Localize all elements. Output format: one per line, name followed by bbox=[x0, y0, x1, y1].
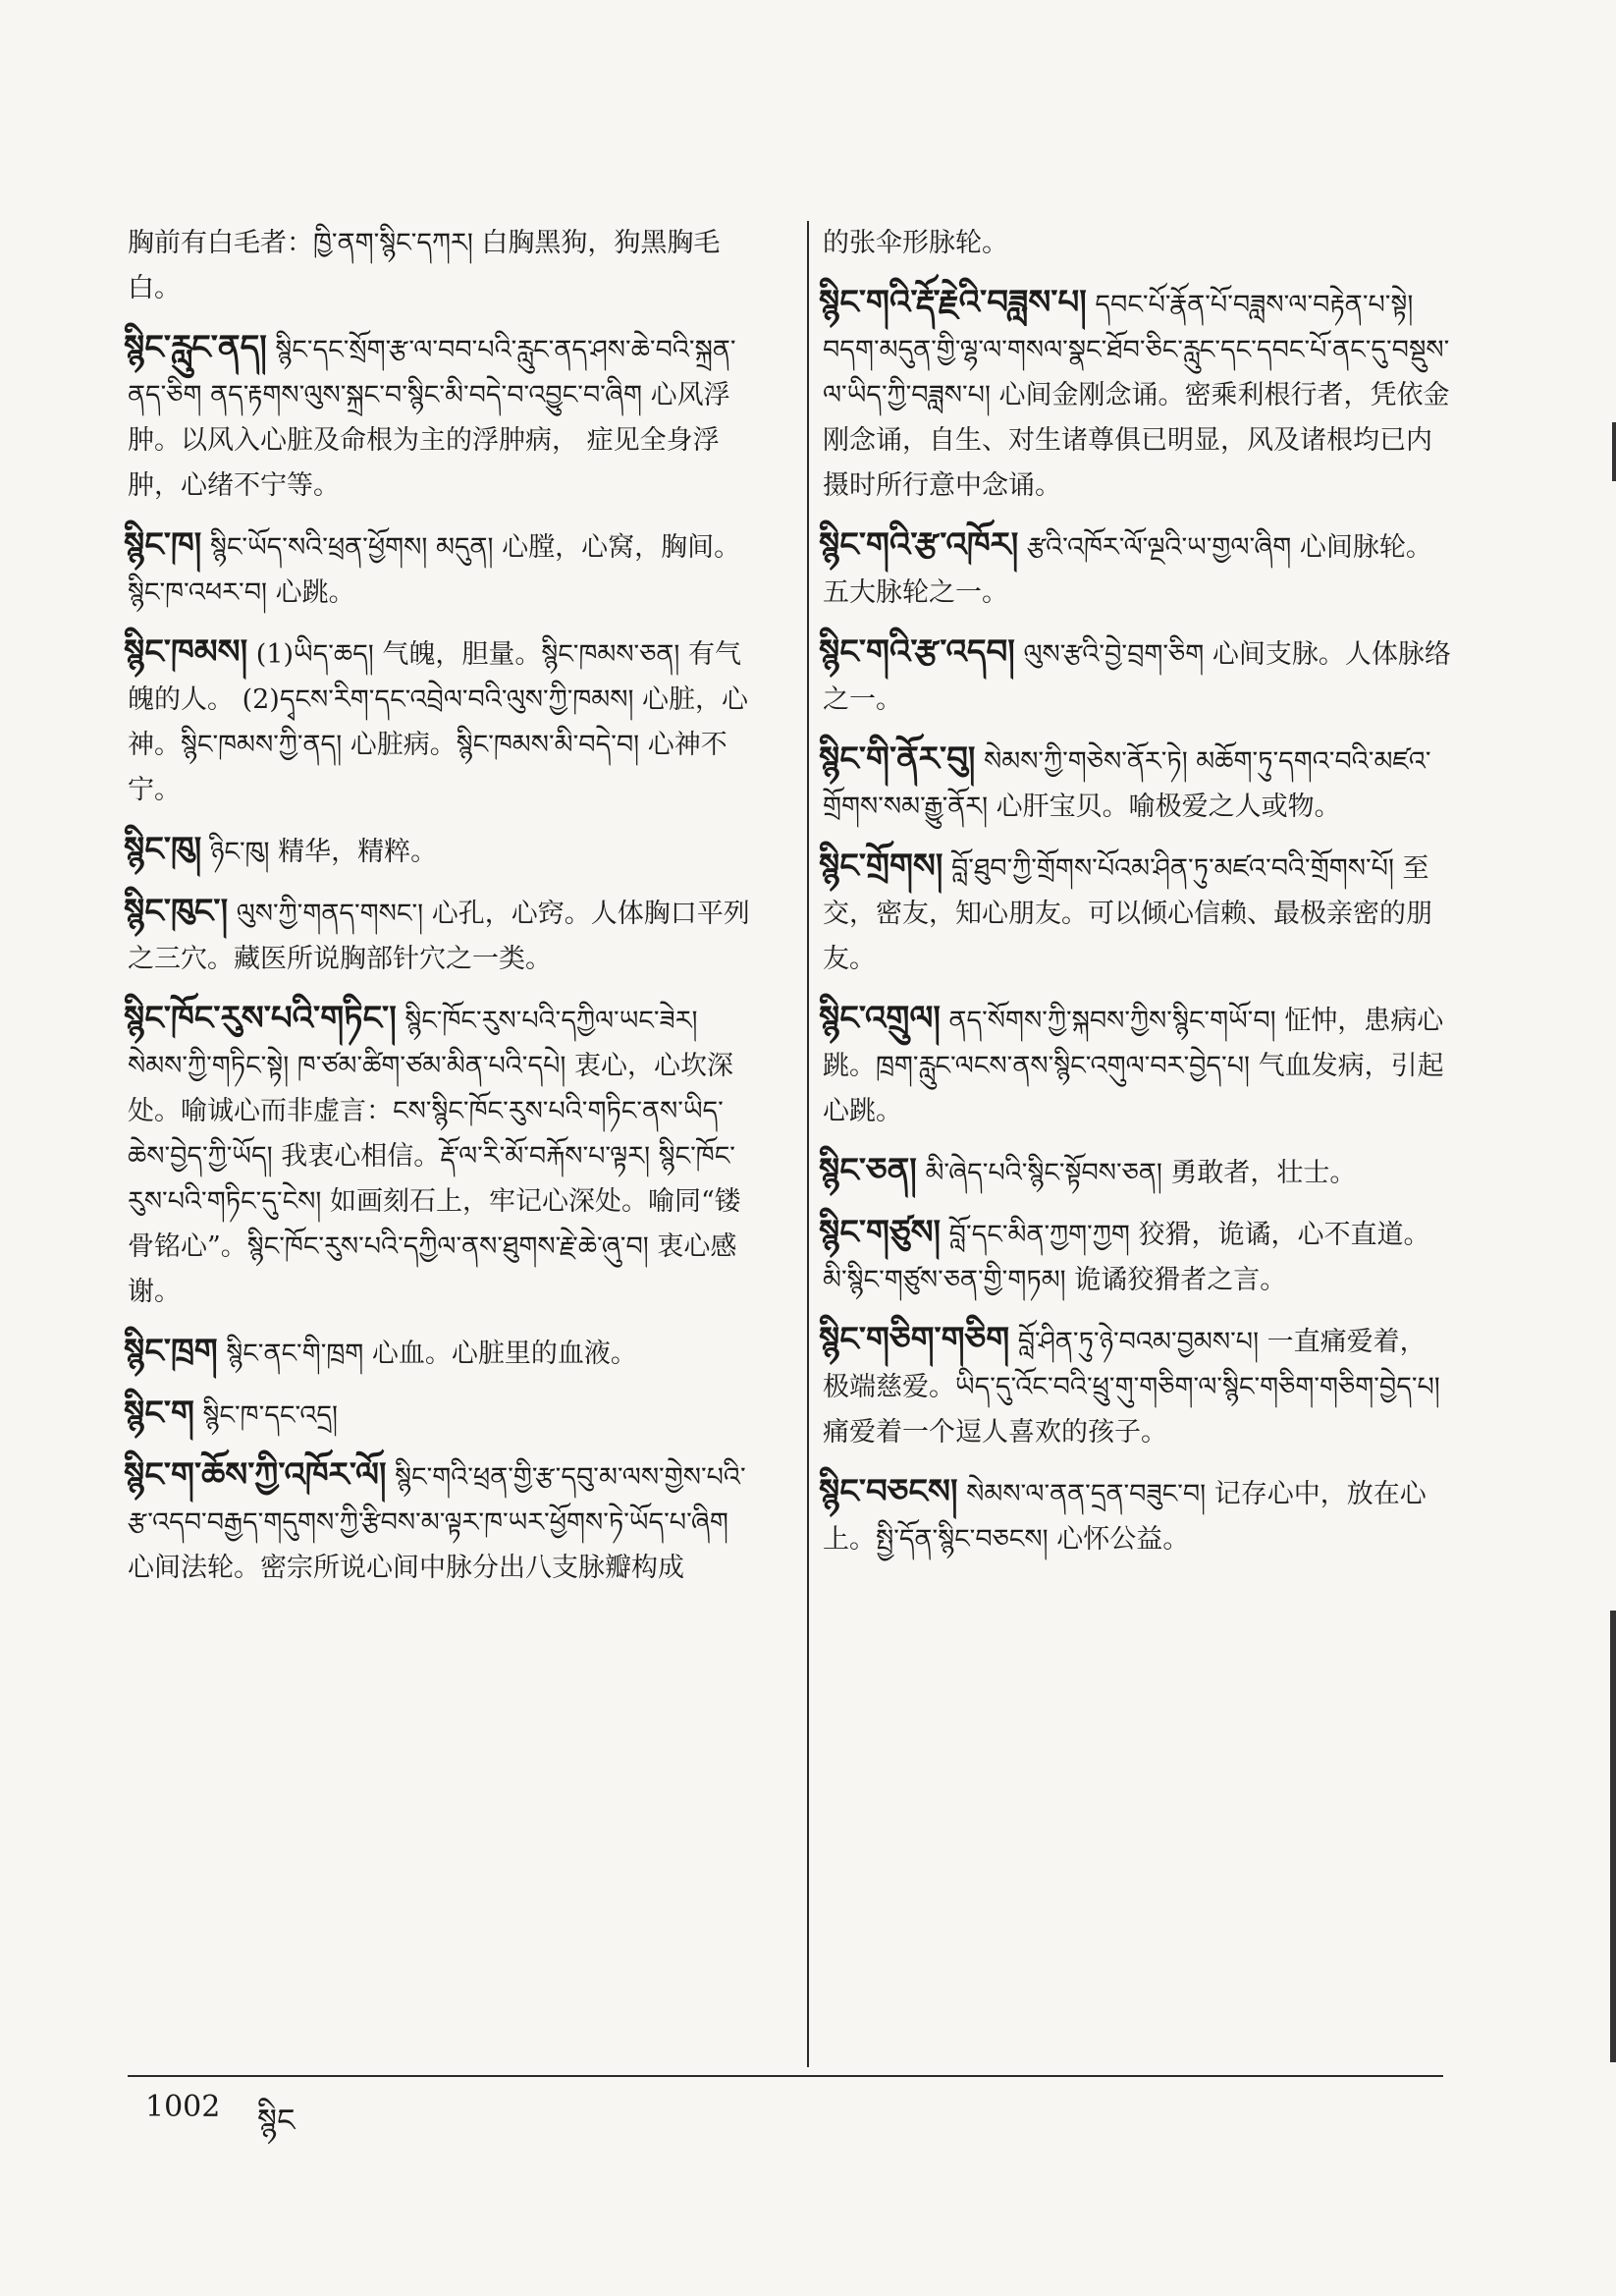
dictionary-entry bbox=[124, 522, 756, 616]
entry-text: སྙིང་གའི་ཕྲན་གྱི་རྩ་དབུ་མ་ལས་གྱེས་པའི་རྩ་འདབ་བརྒྱད་གདུགས་ཀྱི་རྩིབས་མ་ལྟར་ཁ་ཡར་ཕྱོགས་ཏེ་ཡོད་པ་ཞིག 心间法轮。密宗所说心间中脉分出八支脉瓣构成 bbox=[128, 1462, 746, 1583]
entry-text: སྙིང་ཁ་དང་འདྲ། bbox=[202, 1400, 338, 1431]
headword: སྙིང་གའི་རྡོ་རྗེའི་བཟླས་པ། bbox=[819, 283, 1087, 322]
dictionary-entry bbox=[819, 737, 1451, 830]
headword: སྙིང་གའི་རྩ་འཁོར། bbox=[819, 525, 1019, 565]
headword: སྙིང་རླུང་ནད། bbox=[124, 328, 267, 367]
entry-text: དབང་པོ་རྣོན་པོ་བཟླས་ལ་བརྟེན་པ་སྟེ། བདག་མདུན་གྱི་ལྷ་ལ་གསལ་སྣང་ཐོབ་ཅིང་རླུང་དང་དབང་པོ་ནང་དུ་བསྡུས་ལ་ཡིད་ཀྱི་བཟླས་པ། 心间金刚念诵。密乘利根行者，凭依金刚念诵，自生、对生诸尊俱已明显，风及诸根均已内摄时所行意中念诵。 bbox=[823, 290, 1450, 501]
entry-text: བློ་ཐུབ་ཀྱི་གྲོགས་པོའམ་ཤིན་ཏུ་མཛའ་བའི་གྲོགས་པོ། 至交，密友，知心朋友。可以倾心信赖、最极亲密的朋友。 bbox=[823, 853, 1432, 974]
headword: སྙིང་གཙུས། bbox=[819, 1213, 942, 1252]
dictionary-entry bbox=[124, 889, 756, 982]
dictionary-entry bbox=[819, 996, 1451, 1134]
headword: སྙིང་ཁམས། bbox=[124, 632, 248, 672]
entry-text: མི་ཞེད་པའི་སྙིང་སྟོབས་ཅན། 勇敢者，壮士。 bbox=[925, 1158, 1357, 1188]
column-divider bbox=[807, 221, 809, 2067]
left-column bbox=[124, 221, 756, 1605]
running-head: སྙིང bbox=[257, 2102, 296, 2139]
headword: སྙིང་ག bbox=[124, 1394, 194, 1433]
dictionary-entry bbox=[819, 629, 1451, 723]
headword: སྙིང་གྲོགས། bbox=[819, 847, 943, 886]
entry-text: སྙིང་ཁོང་རུས་པའི་དཀྱིལ་ཡང་ཟེར། སེམས་ཀྱི་གཏིང་སྟེ། ཁ་ཙམ་ཚིག་ཙམ་མིན་པའི་དཔེ། 衷心，心坎深处。喻诚心而非虚言：ངས་སྙིང་ཁོང་རུས་པའི་གཏིང་ནས་ཡིད་ཆེས་བྱེད་ཀྱི་ཡོད། 我衷心相信。རྡོ་ལ་རི་མོ་བརྐོས་པ་ལྟར། སྙིང་ཁོང་རུས་པའི་གཏིང་དུ་ངེས། 如画刻石上，牢记心深处。喻同“镂骨铭心”。སྙིང་ཁོང་རུས་པའི་དཀྱིལ་ནས་ཐུགས་རྗེ་ཆེ་ཞུ་བ། 衷心感谢。 bbox=[128, 1006, 741, 1307]
entry-text: 胸前有白毛者：ཁྱི་ནག་སྙིང་དཀར། 白胸黑狗，狗黑胸毛白。 bbox=[128, 228, 721, 303]
dictionary-entry bbox=[819, 1469, 1451, 1562]
dictionary-entry bbox=[124, 996, 756, 1315]
headword: སྙིང་ཁ། bbox=[124, 525, 202, 565]
dictionary-entry bbox=[124, 629, 756, 813]
dictionary-entry bbox=[124, 827, 756, 875]
dictionary-entry bbox=[819, 522, 1451, 616]
headword: སྙིང་ཁུང་། bbox=[124, 892, 229, 931]
entry-text: སེམས་ཀྱི་གཅེས་ནོར་ཏེ། མཆོག་ཏུ་དགའ་བའི་མཛའ་གྲོགས་སམ་རྒྱུ་ནོར། 心肝宝贝。喻极爱之人或物。 bbox=[823, 746, 1431, 822]
entry-text: སྙིང་དང་སྲོག་རྩ་ལ་བབ་པའི་རླུང་ནད་ཤས་ཆེ་བའི་སྐྲན་ནད་ཅིག ནད་རྟགས་ལུས་སྐྲང་བ་སྙིང་མི་བདེ་བ་འབྱུང་བ་ཞིག 心风浮肿。以风入心脏及命根为主的浮肿病， 症见全身浮肿，心绪不宁等。 bbox=[128, 335, 736, 501]
headword: སྙིང་ཁོང་རུས་པའི་གཏིང་། bbox=[124, 999, 397, 1038]
page-number: 1002 bbox=[145, 2090, 221, 2124]
entry-text: རྩའི་འཁོར་ལོ་ལྔའི་ཡ་གྱལ་ཞིག 心间脉轮。五大脉轮之一。 bbox=[823, 532, 1432, 608]
footer-rule bbox=[128, 2075, 1443, 2077]
entry-text: སེམས་ལ་ནན་དྲན་བཟུང་བ། 记存心中，放在心上。སྤྱི་དོན་སྙིང་བཅངས། 心怀公益。 bbox=[823, 1479, 1427, 1555]
headword: སྙིང་གའི་རྩ་འདབ། bbox=[819, 632, 1015, 672]
headword: སྙིང་གཅིག་གཅིག bbox=[819, 1320, 1010, 1359]
headword: སྙིང་ག་ཆོས་ཀྱི་འཁོར་ལོ། bbox=[124, 1455, 387, 1495]
entry-text: སྙིང་ནང་གི་ཁྲག 心血。心脏里的血液。 bbox=[226, 1339, 637, 1369]
entry-continuation bbox=[823, 221, 1451, 266]
entry-text: (1)ཡིད་ཆད། 气魄，胆量。སྙིང་ཁམས་ཅན། 有气魄的人。 (2)དྭངས་རིག་དང་འབྲེལ་བའི་ལུས་ཀྱི་ཁམས། 心脏，心神。སྙིང་ཁམས་ཀྱི་ནད། 心脏病。སྙིང་ཁམས་མི་བདེ་བ། 心神不宁。 bbox=[128, 639, 749, 805]
entry-text: བློ་དང་མིན་ཀྱག་ཀྱག 狡猾，诡谲，心不直道。མི་སྙིང་གཙུས་ཅན་གྱི་གཏམ། 诡谲狡猾者之言。 bbox=[823, 1220, 1430, 1295]
headword: སྙིང་ཁུ། bbox=[124, 830, 202, 869]
headword: སྙིང་གི་ནོར་བུ། bbox=[819, 739, 976, 779]
scan-edge-mark bbox=[1610, 1611, 1616, 2062]
dictionary-entry bbox=[819, 1317, 1451, 1455]
right-column bbox=[819, 221, 1451, 1576]
dictionary-entry bbox=[124, 1452, 756, 1591]
entry-continuation bbox=[128, 221, 756, 311]
dictionary-entry bbox=[819, 280, 1451, 509]
entry-text: ལུས་རྩའི་བྱེ་བྲག་ཅིག 心间支脉。人体脉络之一。 bbox=[823, 639, 1451, 715]
dictionary-entry bbox=[124, 1329, 756, 1377]
entry-text: 的张伞形脉轮。 bbox=[823, 228, 1008, 258]
dictionary-entry bbox=[819, 844, 1451, 982]
dictionary-entry bbox=[124, 325, 756, 509]
headword: སྙིང་ཁྲག bbox=[124, 1332, 218, 1371]
dictionary-entry bbox=[819, 1210, 1451, 1303]
headword: སྙིང་འགྲུལ། bbox=[819, 999, 941, 1038]
headword: སྙིང་ཅན། bbox=[819, 1151, 917, 1190]
dictionary-entry bbox=[819, 1148, 1451, 1196]
headword: སྙིང་བཅངས། bbox=[819, 1472, 958, 1511]
entry-text: ནད་སོགས་ཀྱི་སྐབས་ཀྱིས་སྙིང་གཡོ་བ། 怔忡，患病心跳。ཁྲག་རླུང་ལངས་ནས་སྙིང་འགུལ་བར་བྱེད་པ། 气血发病，引起心跳。 bbox=[823, 1006, 1444, 1126]
entry-text: སྙིང་ཡོད་སའི་ཕྲན་ཕྱོགས། མདུན། 心膛，心窝，胸间。སྙིང་ཁ་འཕར་བ། 心跳。 bbox=[128, 532, 741, 608]
entry-text: ཉིང་ཁུ། 精华，精粹。 bbox=[209, 837, 438, 867]
entry-text: ལུས་ཀྱི་གནད་གསང་། 心孔，心窍。人体胸口平列之三穴。藏医所说胸部针穴之一类。 bbox=[128, 899, 750, 974]
scan-edge-mark bbox=[1612, 422, 1616, 481]
dictionary-entry bbox=[124, 1391, 756, 1439]
entry-text: བློ་ཤིན་ཏུ་ཉེ་བའམ་བྱམས་པ། 一直痛爱着，极端慈爱。ཡིད་དུ་འོང་བའི་ཕྲུ་གུ་གཅིག་ལ་སྙིང་གཅིག་གཅིག་བྱེད་པ། 痛爱着一个逗人喜欢的孩子。 bbox=[823, 1327, 1440, 1448]
